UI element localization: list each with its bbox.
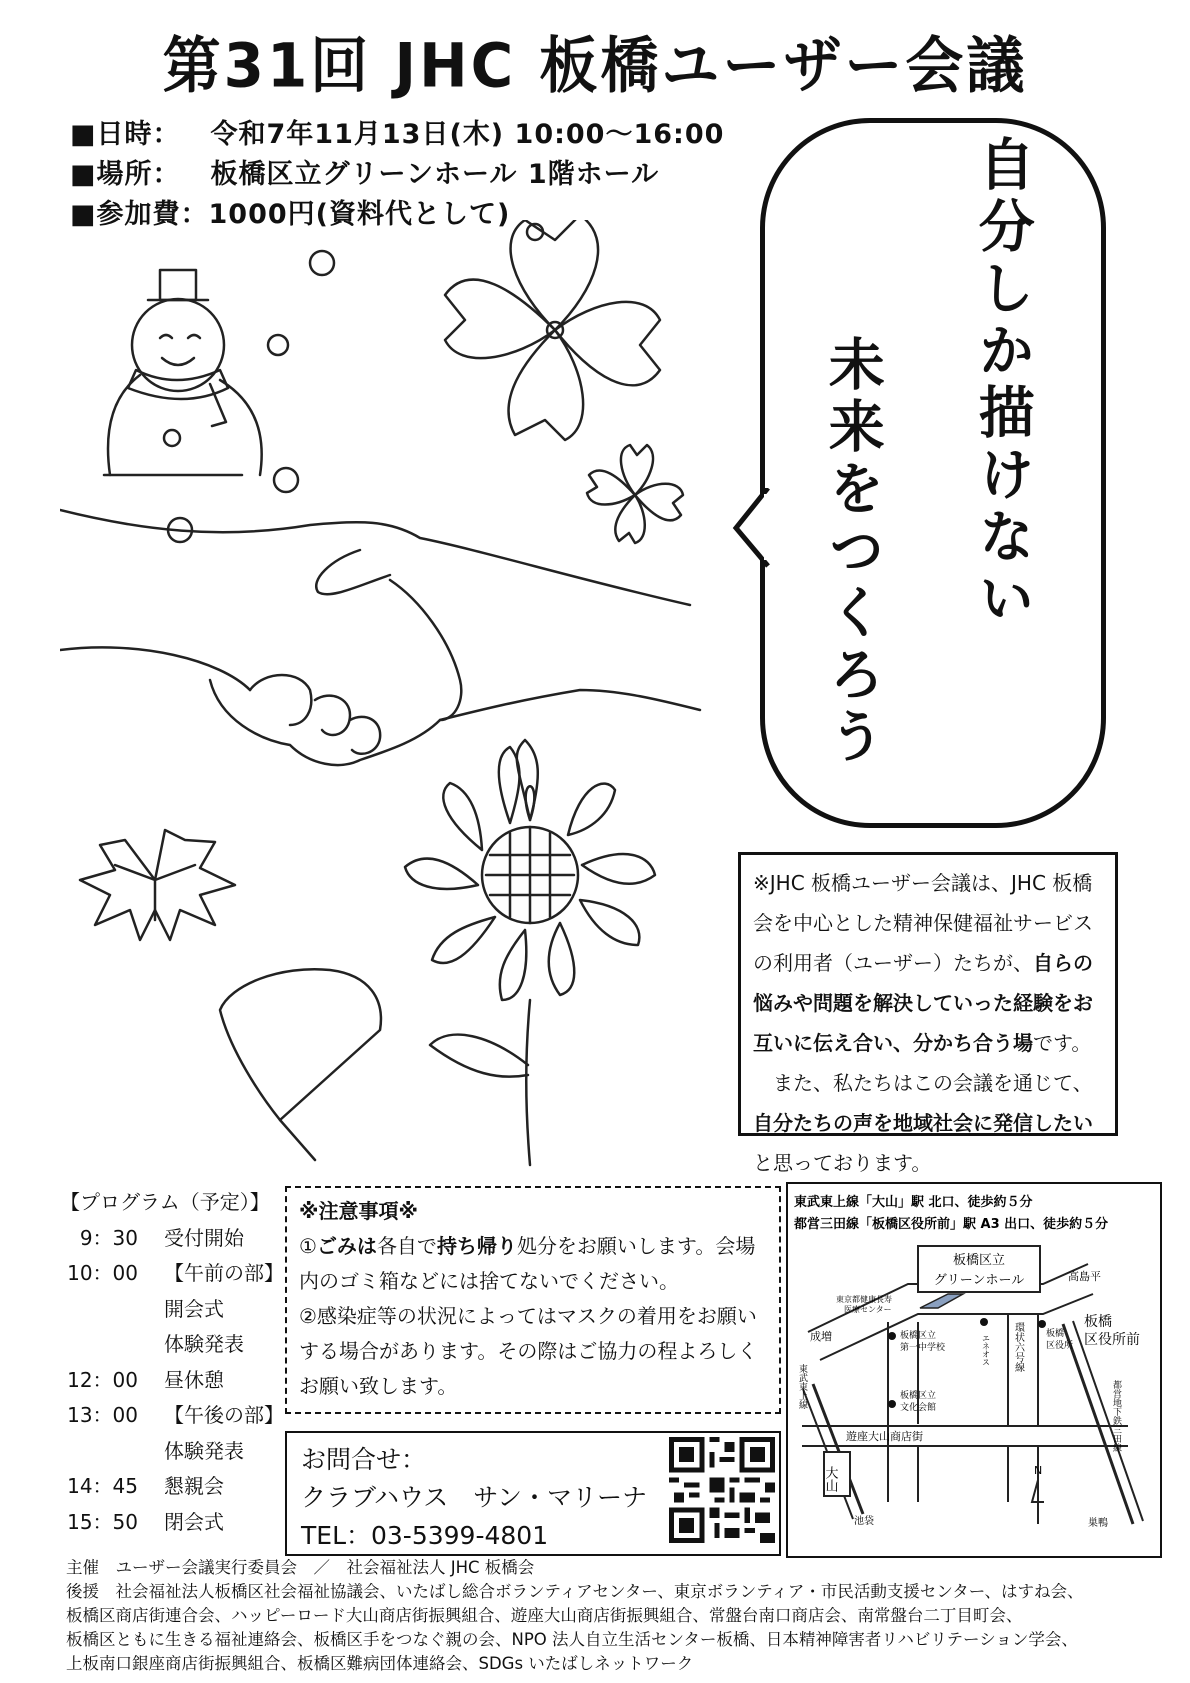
kuyakusho-label-2: 区役所 bbox=[1046, 1341, 1074, 1351]
kanjo-label: 環状六号線 bbox=[1012, 1322, 1024, 1372]
program-label: 体験発表 bbox=[164, 1332, 244, 1356]
fee-value: 1000円(資料代として) bbox=[208, 199, 511, 230]
date-line bbox=[70, 112, 724, 151]
program-label: 【午後の部】 bbox=[164, 1403, 284, 1427]
handshake-drawing bbox=[60, 510, 700, 765]
takashimadaira-label: 高島平 bbox=[1068, 1270, 1101, 1283]
ikebukuro-label: 池袋 bbox=[854, 1516, 874, 1527]
snow-dot bbox=[310, 251, 334, 275]
place-line bbox=[70, 152, 659, 191]
program-label: 体験発表 bbox=[164, 1438, 244, 1463]
program-row bbox=[60, 1257, 284, 1293]
maple-leaf-drawing bbox=[80, 830, 235, 940]
program-time: 9：30 bbox=[79, 1225, 138, 1250]
program-time bbox=[60, 1328, 138, 1364]
sugamo-label: 巣鴨 bbox=[1088, 1518, 1108, 1529]
ginkgo-leaf-drawing bbox=[220, 969, 381, 1160]
description-text: と思っております。 bbox=[753, 1151, 932, 1175]
venue-label-1: 板橋区立 bbox=[952, 1253, 1006, 1268]
tobu-label: 東武東上線 bbox=[797, 1364, 807, 1409]
kuyakusho-marker bbox=[1038, 1320, 1046, 1328]
notice-text: ① bbox=[299, 1234, 317, 1258]
school-label-1: 板橋区立 bbox=[900, 1331, 937, 1341]
program-label: 昼休憩 bbox=[164, 1367, 224, 1392]
contact-name: クラブハウス サン・マリーナ bbox=[301, 1483, 648, 1512]
access-line-1: 東武東上線「大山」駅 北口、徒歩約５分 bbox=[794, 1195, 1033, 1210]
notice-text: 各自で bbox=[376, 1234, 437, 1258]
catchphrase-line2: 未来をつくろう bbox=[819, 335, 885, 769]
program-row bbox=[60, 1506, 284, 1542]
program-time: 10：00 bbox=[67, 1261, 138, 1285]
contact-label: お問合せ： bbox=[301, 1445, 427, 1474]
place-value: 板橋区立グリーンホール 1階ホール bbox=[210, 159, 660, 190]
sunflower-drawing bbox=[405, 740, 655, 1165]
narimasu-label: 成増 bbox=[810, 1330, 832, 1343]
notice-text: 処分をお願いします。会場内のゴミ箱などには捨てないでください。 bbox=[299, 1234, 756, 1293]
kenko-label-1: 東京都健康長寿 bbox=[836, 1295, 892, 1304]
page-title: 第31回 JHC 板橋ユーザー会議 bbox=[162, 29, 1028, 101]
cherry-blossom-small bbox=[587, 445, 683, 543]
kenko-label-2: 医療センター bbox=[844, 1305, 892, 1314]
program-row bbox=[60, 1328, 284, 1364]
fee-label: ■参加費： bbox=[70, 199, 209, 230]
program-row bbox=[60, 1222, 284, 1258]
bunka-label-1: 板橋区立 bbox=[900, 1391, 937, 1401]
program-row bbox=[60, 1399, 284, 1435]
qr-code-icon[interactable] bbox=[669, 1437, 775, 1543]
catchphrase-line1: 自分しか描けない bbox=[969, 135, 1035, 631]
school-label-2: 第一中学校 bbox=[900, 1343, 946, 1353]
program-label: 受付開始 bbox=[164, 1225, 244, 1250]
north-arrow-icon bbox=[1032, 1480, 1044, 1524]
access-line-2: 都営三田線「板橋区役所前」駅 A3 出口、徒歩約５分 bbox=[794, 1217, 1109, 1232]
program-row bbox=[60, 1435, 284, 1471]
program-heading-text: 【プログラム（予定）】 bbox=[60, 1190, 270, 1214]
program-time bbox=[60, 1435, 138, 1471]
program-heading bbox=[60, 1186, 284, 1222]
description-text: ※JHC 板橋ユーザー会議は、JHC 板橋会を中心とした精神保健福祉サービスの利用者（ユーザー）たちが、 bbox=[753, 871, 1093, 975]
speech-bubble bbox=[760, 118, 1106, 828]
bunka-marker bbox=[888, 1400, 896, 1408]
station-label-1: 板橋 bbox=[1084, 1314, 1112, 1330]
program-time: 14：45 bbox=[67, 1474, 138, 1498]
school-marker bbox=[888, 1332, 896, 1340]
place-label: ■場所： bbox=[70, 159, 181, 190]
illustration bbox=[60, 220, 760, 1180]
notice-emphasis: ごみは bbox=[316, 1234, 377, 1258]
program-label: 【午前の部】 bbox=[164, 1261, 284, 1285]
contact-tel[interactable]: TEL：03-5399-4801 bbox=[301, 1521, 549, 1550]
snowman-drawing bbox=[104, 270, 262, 475]
program-time: 13：00 bbox=[67, 1403, 138, 1427]
notice-item-1 bbox=[299, 1229, 767, 1299]
notice-box bbox=[285, 1186, 781, 1414]
kuyakusho-label-1: 板橋 bbox=[1046, 1329, 1065, 1339]
mita-label: 都営地下鉄三田線 bbox=[1111, 1380, 1121, 1452]
description-emphasis: 自分たちの声を地域社会に発信したい bbox=[753, 1111, 1093, 1135]
program-row bbox=[60, 1470, 284, 1506]
shotengai-label: 遊座大山商店街 bbox=[846, 1430, 923, 1443]
program-label: 開会式 bbox=[164, 1296, 224, 1321]
notice-emphasis: 持ち帰り bbox=[436, 1234, 517, 1258]
program-row bbox=[60, 1364, 284, 1400]
description-box bbox=[738, 852, 1118, 1175]
snow-dot bbox=[274, 468, 298, 492]
program-label: 懇親会 bbox=[164, 1474, 224, 1498]
cherry-blossom-large bbox=[445, 220, 660, 440]
bunka-label-2: 文化会館 bbox=[900, 1403, 937, 1413]
program-time: 12：00 bbox=[67, 1367, 138, 1392]
map-drawing bbox=[788, 1184, 1160, 1556]
notice-item-2: ②感染症等の状況によってはマスクの着用をお願いする場合があります。その際はご協力の程よろしくお願い致します。 bbox=[299, 1304, 758, 1398]
bubble-tail bbox=[730, 488, 770, 568]
description-text: また、私たちはこの会議を通じて、 bbox=[753, 1071, 1093, 1095]
eneos-marker bbox=[980, 1318, 988, 1326]
snow-dot bbox=[268, 335, 288, 355]
program-time: 15：50 bbox=[67, 1509, 138, 1534]
footer bbox=[66, 1556, 1166, 1676]
support-line: 板橋区商店街連合会、ハッピーロード大山商店街振興組合、遊座大山商店街振興組合、常盤台南口商店会、南常盤台二丁目町会、 bbox=[66, 1606, 1023, 1625]
support-line: 上板南口銀座商店街振興組合、板橋区難病団体連絡会、SDGs いたばしネットワーク bbox=[66, 1654, 694, 1673]
date-value: 令和7年11月13日(木) 10:00〜16:00 bbox=[210, 119, 725, 150]
program-label: 閉会式 bbox=[164, 1509, 224, 1534]
north-label: N bbox=[1034, 1464, 1043, 1477]
program-list bbox=[60, 1186, 284, 1541]
oyama-label: 大山 bbox=[822, 1466, 838, 1492]
venue-marker bbox=[920, 1294, 963, 1308]
notice-heading: ※注意事項※ bbox=[299, 1199, 418, 1223]
support-line: 板橋区ともに生きる福祉連絡会、板橋区手をつなぐ親の会、NPO 法人自立生活センター板橋、日本精神障害者リハビリテーション学会、 bbox=[66, 1630, 1078, 1649]
date-label: ■日時： bbox=[70, 119, 181, 150]
host-line: 主催 ユーザー会議実行委員会 ／ 社会福祉法人 JHC 板橋会 bbox=[66, 1558, 535, 1577]
venue-label-2: グリーンホール bbox=[933, 1273, 1025, 1288]
description-text: です。 bbox=[1033, 1031, 1092, 1055]
station-label-2: 区役所前 bbox=[1084, 1332, 1140, 1348]
description-emphasis: 自らの悩みや問題を解決していった経験をお互いに伝え合い、分かち合う場 bbox=[753, 951, 1093, 1055]
access-map bbox=[786, 1182, 1162, 1558]
program-row bbox=[60, 1293, 284, 1329]
program-time bbox=[60, 1293, 138, 1329]
support-line: 後援 社会福祉法人板橋区社会福祉協議会、いたばし総合ボランティアセンター、東京ボランティア・市民活動支援センター、はすね会、 bbox=[66, 1582, 1084, 1601]
eneos-label: エネオス bbox=[981, 1334, 991, 1366]
